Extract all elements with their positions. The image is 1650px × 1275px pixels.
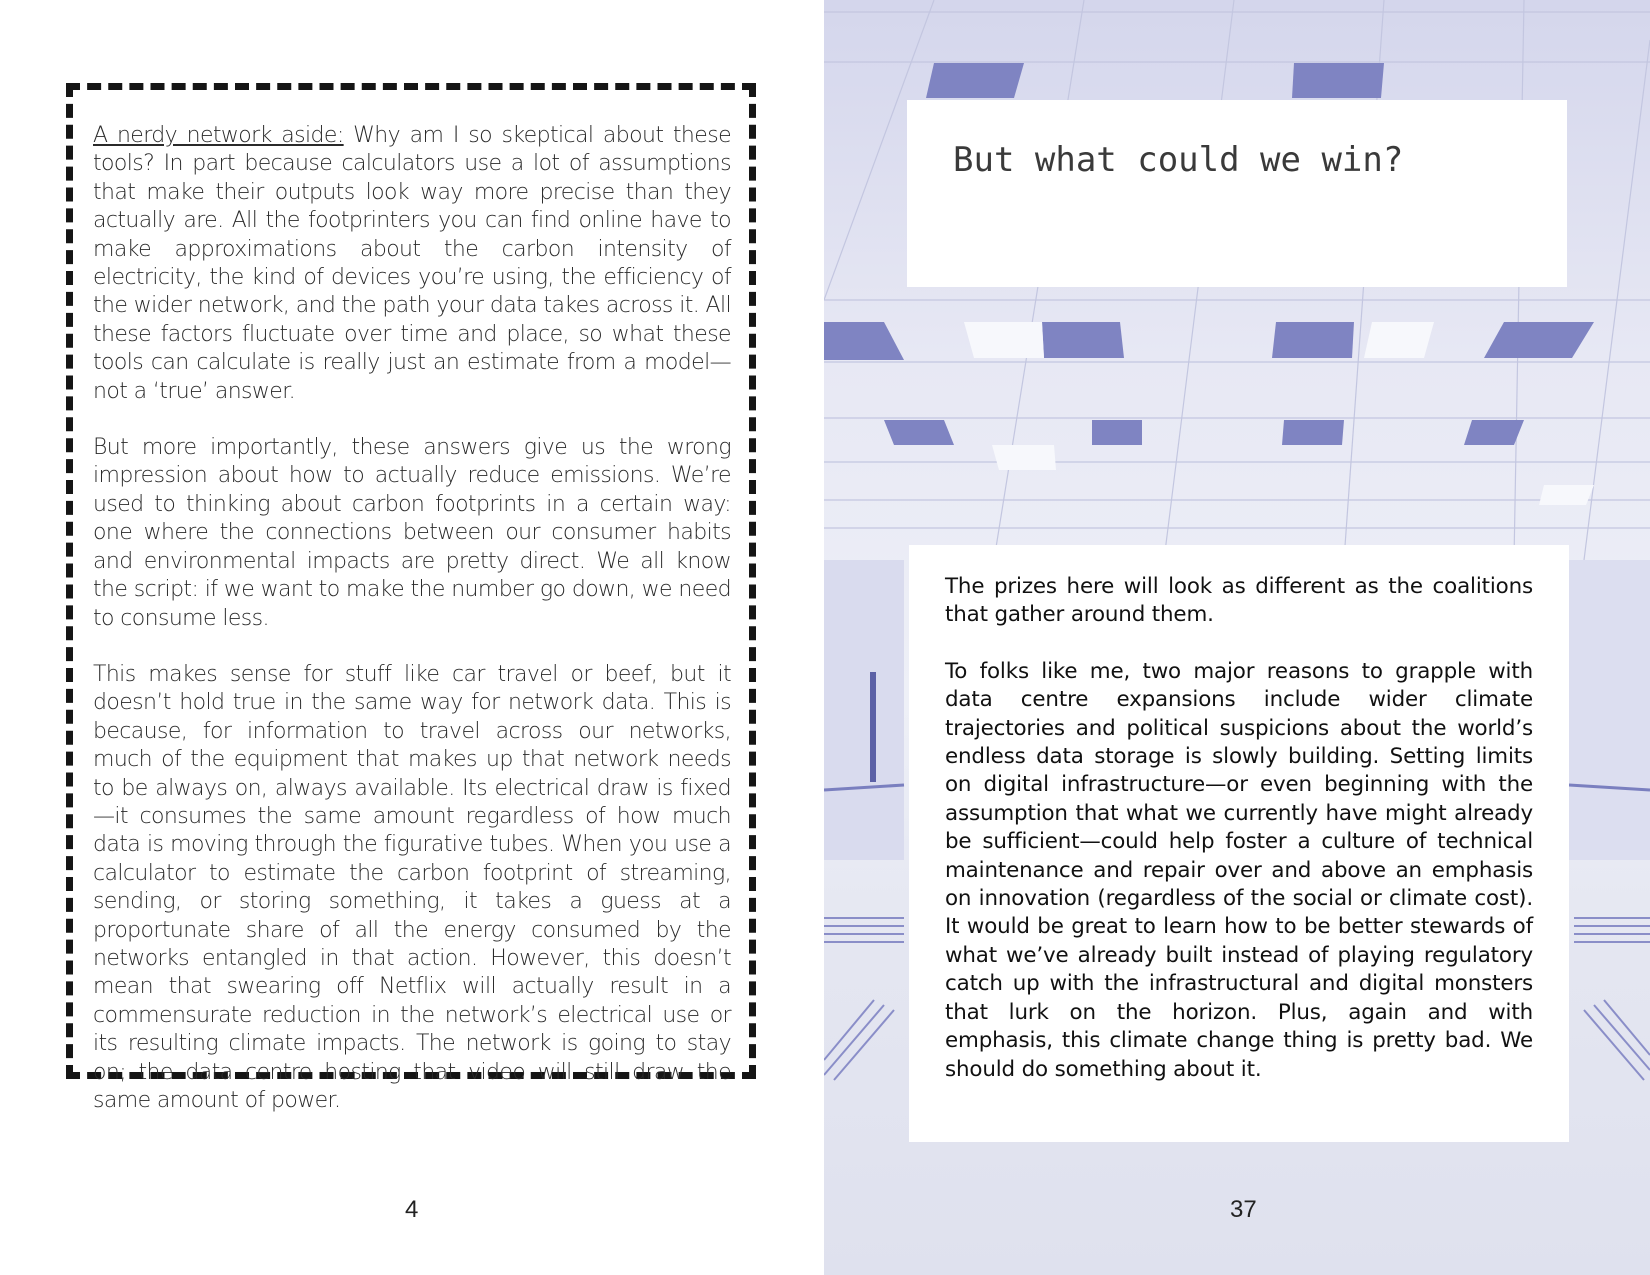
aside-paragraph-2: But more importantly, these answers give us the wrong impression about how to actually reduce emissions. We’re used to thinking about carbon footprints in a certain way: one where the connections between our consumer habits and environmental impacts are pretty direct. We all know the script: if we want to make the number go down, we need to consume less. (93, 435, 731, 631)
aside-paragraph-1 (93, 122, 731, 406)
body-paragraph-1: The prizes here will look as different as the coalitions that gather around them. (945, 574, 1533, 628)
page-number-right: 37 (1230, 1196, 1257, 1223)
body-paragraph-2: To folks like me, two major reasons to grapple with data centre expansions include wider climate trajectories and political suspicions about the world’s endless data storage is slowly building. Setting limits on digital infrastructure—or even beginning with the assumption that what we currently have might already be sufficient—could help foster a culture of technical maintenance and repair over and above an emphasis on innovation (regardless of the social or climate cost). It would be great to learn how to be better stewards of what we’ve already built instead of playing regulatory catch up with the infrastructural and digital monsters that lurk on the horizon. Plus, again and with emphasis, this climate change thing is pretty bad. We should do something about it. (945, 658, 1533, 1082)
wall-panel (870, 672, 876, 782)
left-page (0, 0, 824, 1275)
right-wall (1569, 560, 1650, 860)
aside-paragraph-1-text: Why am I so skeptical about these tools? In part because calculators use a lot of assumptions that make their outputs look way more precise than they actually are. All the footprinters you can find online have to make approximations about the carbon intensity of electricity, the kind of devices you’re using, the efficiency of the wider network, and the path your data takes across it. All these factors fluctuate over time and place, so what these tools can calculate is really just an estimate from a model—not a ‘true’ answer. (93, 123, 732, 404)
aside-lead-heading: A nerdy network aside: (93, 123, 344, 148)
right-page (824, 0, 1650, 1275)
title-card (907, 100, 1567, 287)
section-title: But what could we win? (953, 140, 1404, 180)
nerdy-network-aside-box (66, 83, 756, 1113)
body-text-card (909, 545, 1569, 1142)
left-wall (824, 560, 904, 860)
aside-paragraph-3: This makes sense for stuff like car travel or beef, but it doesn’t hold true in the same way for network data. This is because, for information to travel across our networks, much of the equipment that makes up that network needs to be always on, always available. Its electrical draw is fixed—it consumes the same amount regardless of how much data is moving through the figurative tubes. When you use a calculator to estimate the carbon footprint of streaming, sending, or storing something, it takes a guess at a proportunate share of all the energy consumed by the networks entangled in that action. However, this doesn’t mean that swearing off Netflix will actually result in a commensurate reduction in the network’s electrical use or its resulting climate impacts. The network is going to stay on; the data centre hosting that video will still draw the same amount of power. (93, 661, 731, 1113)
page-number-left: 4 (405, 1196, 419, 1223)
